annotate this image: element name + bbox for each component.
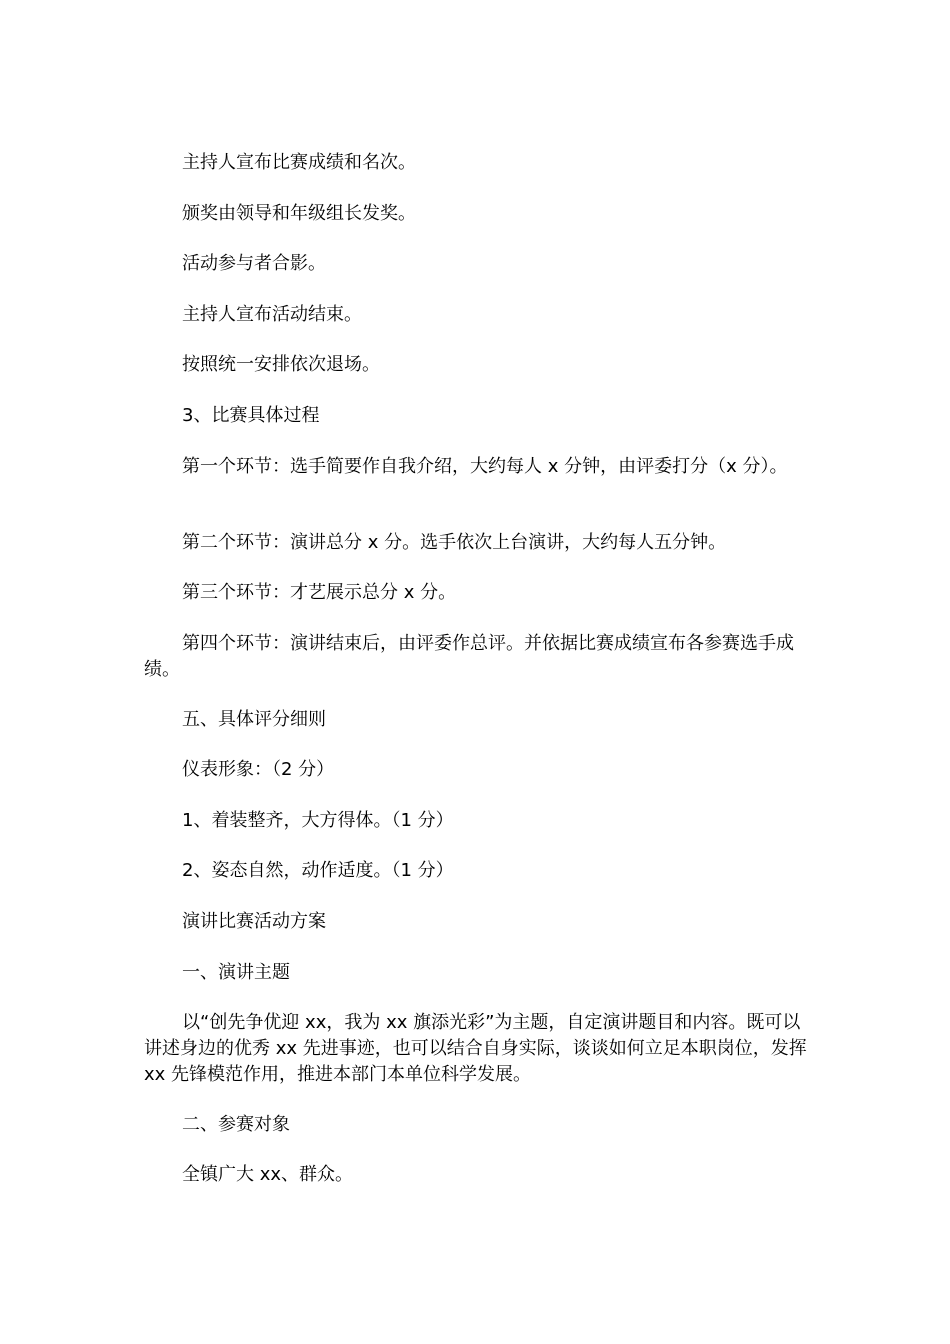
paragraph: 1、着装整齐，大方得体。（1 分） <box>182 810 454 831</box>
paragraph: 活动参与者合影。 <box>182 253 326 274</box>
paragraph: 主持人宣布比赛成绩和名次。 <box>182 152 416 173</box>
paragraph: 主持人宣布活动结束。 <box>182 304 362 325</box>
section-heading: 一、演讲主题 <box>182 962 290 983</box>
paragraph: 2、姿态自然，动作适度。（1 分） <box>182 860 454 881</box>
paragraph: 第一个环节：选手简要作自我介绍，大约每人 x 分钟，由评委打分（x 分）。 <box>182 456 788 477</box>
section-heading: 3、比赛具体过程 <box>182 405 320 426</box>
section-heading: 五、具体评分细则 <box>182 709 326 730</box>
document-page <box>144 0 808 1344</box>
paragraph: 以“创先争优迎 xx，我为 xx 旗添光彩”为主题，自定演讲题目和内容。既可以讲述身边的优秀 xx 先进事迹，也可以结合自身实际，谈谈如何立足本职岗位，发挥 xx 先锋模范作用，推进本部门本单位科学发展。 <box>144 1012 807 1085</box>
paragraph: 第三个环节：才艺展示总分 x 分。 <box>182 582 457 603</box>
section-heading: 二、参赛对象 <box>182 1114 290 1135</box>
paragraph: 颁奖由领导和年级组长发奖。 <box>182 203 416 224</box>
paragraph: 第四个环节：演讲结束后，由评委作总评。并依据比赛成绩宣布各参赛选手成绩。 <box>144 633 794 680</box>
paragraph: 按照统一安排依次退场。 <box>182 354 380 375</box>
paragraph: 全镇广大 xx、群众。 <box>182 1164 354 1185</box>
paragraph: 仪表形象：（2 分） <box>182 759 335 780</box>
document-title: 演讲比赛活动方案 <box>182 911 326 932</box>
paragraph: 第二个环节：演讲总分 x 分。选手依次上台演讲，大约每人五分钟。 <box>182 532 727 553</box>
